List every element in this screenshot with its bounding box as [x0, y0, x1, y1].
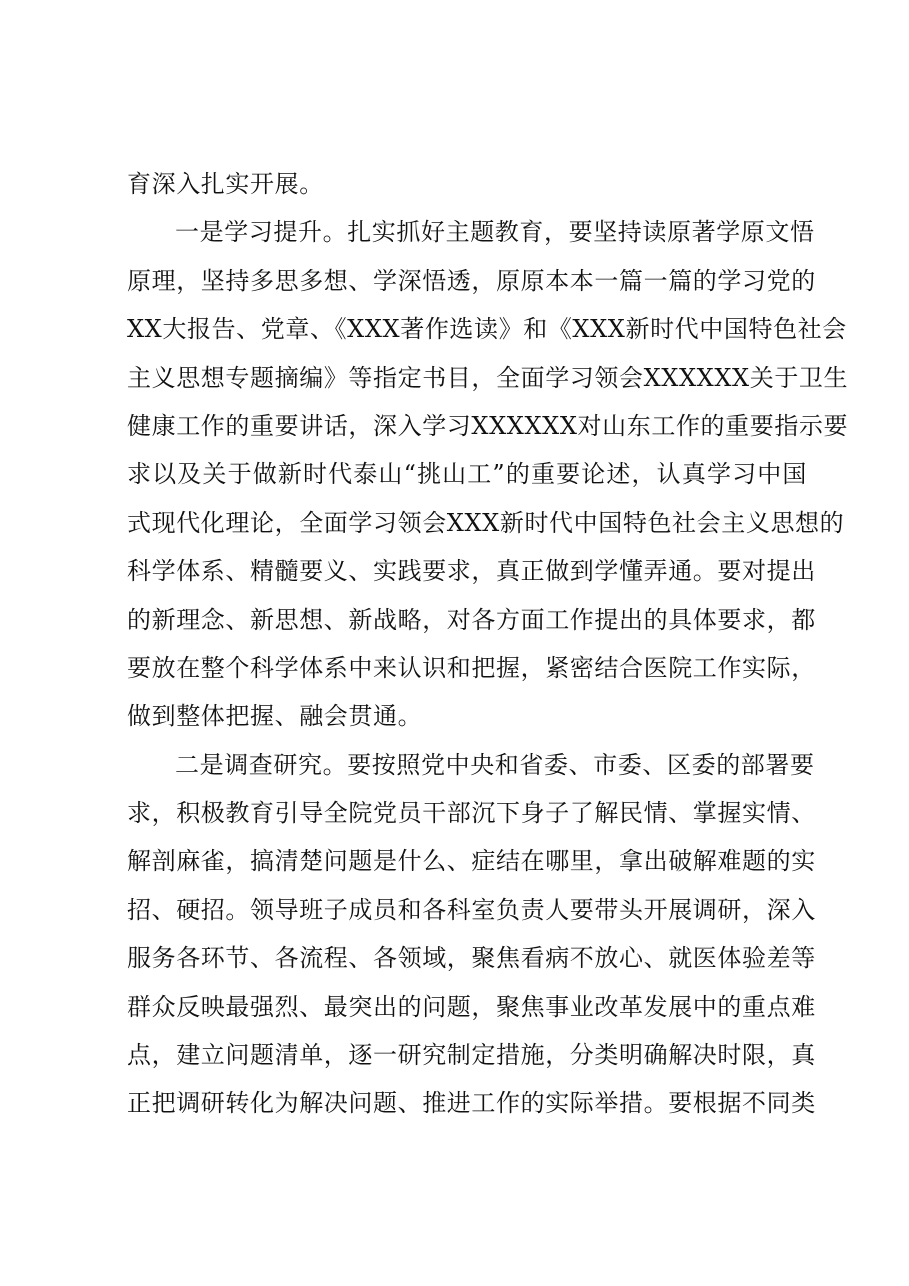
- text-line: 育深入扎实开展。: [127, 170, 324, 198]
- paragraph-2-line: 招、硬招。领导班子成员和各科室负责人要带头开展调研，深入: [127, 895, 816, 924]
- paragraph-1-line: XX大报告、党章、《XXX著作选读》和《XXX新时代中国特色社会: [127, 315, 847, 344]
- paragraph-1-line: 原理，坚持多思多想、学深悟透，原原本本一篇一篇的学习党的: [127, 266, 816, 295]
- paragraph-1-line: 做到整体把握、融会贯通。: [127, 702, 423, 731]
- paragraph-2-line: 点，建立问题清单，逐一研究制定措施，分类明确解决时限，真: [127, 1041, 816, 1070]
- document-body: [127, 160, 849, 1128]
- paragraph-2-line: 群众反映最强烈、最突出的问题，聚焦事业改革发展中的重点难: [127, 992, 816, 1021]
- paragraph-2-line: 服务各环节、各流程、各领域，聚焦看病不放心、就医体验差等: [127, 944, 816, 973]
- paragraph-2-line: 解剖麻雀，搞清楚问题是什么、症结在哪里，拿出破解难题的实: [127, 847, 816, 876]
- paragraph-1-line: 科学体系、精髓要义、实践要求，真正做到学懂弄通。要对提出: [127, 557, 816, 586]
- paragraph-1-line: 健康工作的重要讲话，深入学习XXXXXX对山东工作的重要指示要: [127, 411, 849, 440]
- paragraph-1-line: 一是学习提升。扎实抓好主题教育，要坚持读原著学原文悟: [175, 218, 815, 247]
- paragraph-2-line: 二是调查研究。要按照党中央和省委、市委、区委的部署要: [175, 750, 815, 779]
- paragraph-1-line: 式现代化理论，全面学习领会XXX新时代中国特色社会主义思想的: [127, 508, 845, 537]
- paragraph-1-line: 求以及关于做新时代泰山“挑山工”的重要论述，认真学习中国: [127, 460, 807, 489]
- paragraph-1-line: 的新理念、新思想、新战略，对各方面工作提出的具体要求，都: [127, 605, 816, 634]
- paragraph-2-line: 正把调研转化为解决问题、推进工作的实际举措。要根据不同类: [127, 1089, 816, 1118]
- paragraph-2-line: 求，积极教育引导全院党员干部沉下身子了解民情、掌握实情、: [127, 799, 816, 828]
- paragraph-1-line: 主义思想专题摘编》等指定书目，全面学习领会XXXXXX关于卫生: [127, 363, 849, 392]
- paragraph-1-line: 要放在整个科学体系中来认识和把握，紧密结合医院工作实际，: [127, 653, 816, 682]
